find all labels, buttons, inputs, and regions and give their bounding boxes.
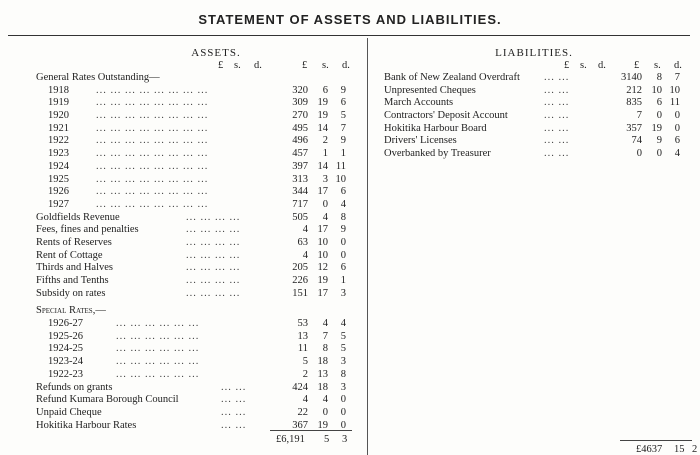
amount-pence: 9 [340,135,346,147]
leader-dots: ... ... ... ... [186,224,241,236]
table-row [384,85,690,98]
amount-pence: 1 [340,275,346,286]
amount-shillings: 0 [656,148,662,160]
amount-pence: 5 [340,110,346,122]
table-row [36,186,354,199]
row-label: Fifths and Tenths [36,275,109,286]
leader-dots: ... ... ... ... ... ... ... ... [96,148,209,160]
row-label: Subsidy on rates [36,287,106,299]
leader-dots: ... ... ... ... ... ... [116,368,200,380]
col-header: s. [234,60,241,71]
leader-dots: ... ... ... ... ... ... ... ... [96,186,209,198]
leader-dots: ... ... ... ... [186,275,241,286]
col-header: d. [674,60,682,71]
leader-dots: ... ... ... ... [186,211,241,223]
amount-pounds: 212 [626,84,642,96]
general-rates-list [36,85,354,212]
amount-pounds: 320 [292,84,308,96]
liabilities-total-rule [620,440,692,441]
amount-pounds: 205 [292,262,308,274]
row-label: Contractors' Deposit Account [384,110,508,122]
amount-pence: 4 [340,318,346,330]
row-label: Drivers' Licenses [384,135,457,147]
total-pounds: £6,191 [276,434,305,445]
row-label: 1926 [48,186,69,198]
assets-total-rule [270,430,352,431]
leader-dots: ... ... [544,72,570,83]
row-label: Unpresented Cheques [384,84,476,96]
amount-pence: 6 [340,97,346,109]
column-divider [367,38,368,455]
leader-dots: ... ... ... ... ... ... [116,330,200,342]
amount-shillings: 17 [317,224,328,236]
row-label: Hokitika Harbour Rates [36,419,137,431]
amount-shillings: 18 [317,381,328,393]
table-row [36,161,354,174]
amount-shillings: 19 [317,97,328,109]
table-row [36,224,354,237]
amount-shillings: 17 [317,186,328,198]
row-label: 1927 [48,198,69,210]
amount-pounds: 309 [292,97,308,109]
leader-dots: ... ... [544,110,570,122]
leader-dots: ... ... ... ... [186,262,241,274]
amount-pence: 10 [669,84,680,96]
row-label: 1919 [48,97,69,109]
amount-shillings: 0 [656,110,662,122]
table-row [36,288,354,301]
total-pounds: £4637 [636,444,663,455]
total-shillings: 15 [674,444,685,455]
amount-pence: 6 [674,135,680,147]
amount-shillings: 10 [651,84,662,96]
row-label: Rents of Reserves [36,236,112,248]
amount-pounds: 4 [302,224,308,236]
amount-pence: 1 [340,148,346,160]
row-label: Refund Kumara Borough Council [36,394,179,406]
row-label: Goldfields Revenue [36,211,120,223]
amount-shillings: 14 [317,122,328,134]
amount-pence: 3 [340,287,346,299]
table-row [36,237,354,250]
amount-pence: 11 [335,160,346,172]
table-row [384,72,690,85]
amount-pence: 7 [340,122,346,134]
amount-pounds: 5 [302,356,308,368]
table-row [384,135,690,148]
leader-dots: ... ... ... ... [186,249,241,261]
total-pence: 3 [342,434,348,445]
table-row [36,318,354,331]
amount-pounds: 53 [297,318,308,330]
amount-pence: 11 [669,97,680,109]
row-label: Hokitika Harbour Board [384,122,487,134]
amount-pounds: 457 [292,148,308,160]
amount-shillings: 17 [317,287,328,299]
amount-pence: 0 [340,236,346,248]
amount-pounds: 226 [292,275,308,286]
amount-pounds: 4 [302,394,308,406]
amount-pounds: 835 [626,97,642,109]
amount-pence: 9 [340,224,346,236]
amount-pence: 0 [340,249,346,261]
leader-dots: ... ... ... ... ... ... [116,343,200,355]
row-label: 1920 [48,110,69,122]
amount-pounds: 74 [631,135,642,147]
amount-pounds: 13 [297,330,308,342]
amount-pounds: 496 [292,135,308,147]
amount-shillings: 3 [322,173,328,185]
amount-shillings: 0 [322,198,328,210]
amount-pounds: 2 [302,368,308,380]
amount-shillings: 4 [322,211,328,223]
col-header: s. [654,60,661,71]
table-row [36,174,354,187]
leader-dots: ... ... [221,419,247,431]
table-row [36,123,354,136]
amount-pounds: 151 [292,287,308,299]
amount-pounds: 313 [292,173,308,185]
amount-shillings: 2 [322,135,328,147]
amount-pence: 0 [340,394,346,406]
amount-shillings: 7 [322,330,328,342]
leader-dots: ... ... ... ... ... ... ... ... [96,135,209,147]
leader-dots: ... ... [221,381,247,393]
table-row [36,85,354,98]
leader-dots: ... ... ... ... ... ... ... ... [96,173,209,185]
amount-pence: 4 [340,198,346,210]
leader-dots: ... ... [544,148,570,160]
liabilities-column-headers [384,60,690,72]
amount-pence: 5 [340,343,346,355]
amount-shillings: 19 [317,110,328,122]
table-row [36,356,354,369]
amount-shillings: 10 [317,236,328,248]
other-assets-list [36,212,354,301]
leader-dots: ... ... ... ... [186,236,241,248]
amount-pounds: 717 [292,198,308,210]
table-row [36,135,354,148]
table-row [36,250,354,263]
amount-pence: 0 [674,110,680,122]
statement-title: STATEMENT OF ASSETS AND LIABILITIES. [198,12,502,27]
col-header: d. [598,60,606,71]
row-label: 1924-25 [48,343,83,355]
leader-dots: ... ... ... ... ... ... ... ... [96,84,209,96]
leader-dots: ... ... ... ... ... ... [116,318,200,330]
section-label: Special Rates,— [36,305,106,317]
amount-pence: 10 [335,173,346,185]
amount-shillings: 12 [317,262,328,274]
amount-pence: 6 [340,186,346,198]
assets-heading: ASSETS. [191,47,241,59]
leader-dots: ... ... ... ... [186,287,241,299]
row-label: Fees, fines and penalties [36,224,139,236]
table-row [36,262,354,275]
amount-pounds: 344 [292,186,308,198]
amount-pounds: 270 [292,110,308,122]
amount-shillings: 19 [317,419,328,431]
leader-dots: ... ... [544,84,570,96]
row-label: 1922-23 [48,368,83,380]
liabilities-heading: LIABILITIES. [495,47,573,59]
col-header: s. [580,60,587,71]
amount-pence: 3 [340,381,346,393]
amount-pence: 0 [674,122,680,134]
amount-pence: 5 [340,330,346,342]
table-row [384,110,690,123]
total-pence: 2 [692,444,698,455]
row-label: 1923 [48,148,69,160]
amount-shillings: 0 [322,406,328,418]
amount-pence: 0 [340,419,346,431]
leader-dots: ... ... [544,97,570,109]
leader-dots: ... ... [221,406,247,418]
amount-pounds: 3140 [621,72,642,83]
row-label: Overbanked by Treasurer [384,148,491,160]
table-row [36,382,354,395]
row-label: 1925-26 [48,330,83,342]
leader-dots: ... ... ... ... ... ... ... ... [96,110,209,122]
leader-dots: ... ... [544,135,570,147]
general-rates-heading [36,72,354,85]
col-header: £ [564,60,570,71]
leader-dots: ... ... ... ... ... ... ... ... [96,97,209,109]
table-row [36,97,354,110]
row-label: 1918 [48,84,69,96]
col-header: d. [342,60,350,71]
leader-dots: ... ... [544,122,570,134]
amount-pence: 7 [674,72,680,83]
special-rates-heading [36,305,354,318]
assets-column-headers [36,60,354,72]
total-shillings: 5 [324,434,330,445]
amount-pounds: 495 [292,122,308,134]
table-row [36,407,354,420]
amount-pounds: 22 [297,406,308,418]
amount-shillings: 19 [651,122,662,134]
amount-pence: 4 [674,148,680,160]
table-row [384,97,690,110]
table-row [384,148,690,161]
row-label: 1923-24 [48,356,83,368]
assets-panel [36,47,354,432]
amount-pence: 9 [340,84,346,96]
table-row [36,199,354,212]
amount-pounds: 357 [626,122,642,134]
row-label: 1921 [48,122,69,134]
amount-pence: 3 [340,356,346,368]
table-row [36,110,354,123]
row-label: March Accounts [384,97,454,109]
amount-pounds: 424 [292,381,308,393]
table-row [36,275,354,288]
row-label: 1926-27 [48,318,83,330]
table-row [36,212,354,225]
amount-shillings: 6 [656,97,662,109]
section-label: General Rates Outstanding— [36,72,160,83]
row-label: 1924 [48,160,69,172]
amount-pence: 8 [340,368,346,380]
row-label: Thirds and Halves [36,262,113,274]
amount-pence: 8 [340,211,346,223]
amount-shillings: 6 [322,84,328,96]
col-header: £ [634,60,640,71]
col-header: s. [322,60,329,71]
amount-pounds: 11 [297,343,308,355]
amount-pounds: 397 [292,160,308,172]
leader-dots: ... ... ... ... ... ... ... ... [96,198,209,210]
table-row [384,123,690,136]
amount-shillings: 8 [656,72,662,83]
amount-shillings: 1 [322,148,328,160]
amount-pence: 0 [340,406,346,418]
row-label: 1925 [48,173,69,185]
leader-dots: ... ... ... ... ... ... ... ... [96,122,209,134]
table-row [36,148,354,161]
amount-shillings: 18 [317,356,328,368]
final-assets-list [36,382,354,433]
amount-shillings: 9 [656,135,662,147]
liabilities-list [384,72,690,161]
amount-pounds: 63 [297,236,308,248]
amount-shillings: 13 [317,368,328,380]
amount-shillings: 4 [322,394,328,406]
leader-dots: ... ... ... ... ... ... [116,356,200,368]
row-label: Bank of New Zealand Overdraft [384,72,520,83]
row-label: Unpaid Cheque [36,406,102,418]
row-label: Refunds on grants [36,381,113,393]
col-header: £ [302,60,308,71]
amount-pounds: 4 [302,249,308,261]
amount-pounds: 0 [636,148,642,160]
top-rule [8,35,690,36]
liabilities-panel [384,47,690,161]
amount-shillings: 14 [317,160,328,172]
amount-pounds: 7 [636,110,642,122]
amount-shillings: 4 [322,318,328,330]
row-label: Rent of Cottage [36,249,103,261]
amount-pounds: 367 [292,419,308,431]
table-row [36,369,354,382]
amount-pence: 6 [340,262,346,274]
amount-shillings: 10 [317,249,328,261]
leader-dots: ... ... ... ... ... ... ... ... [96,160,209,172]
amount-shillings: 19 [317,275,328,286]
special-rates-list [36,318,354,381]
table-row [36,343,354,356]
table-row [36,394,354,407]
amount-shillings: 8 [322,343,328,355]
row-label: 1922 [48,135,69,147]
leader-dots: ... ... [221,394,247,406]
col-header: d. [254,60,262,71]
amount-pounds: 505 [292,211,308,223]
col-header: £ [218,60,224,71]
table-row [36,331,354,344]
